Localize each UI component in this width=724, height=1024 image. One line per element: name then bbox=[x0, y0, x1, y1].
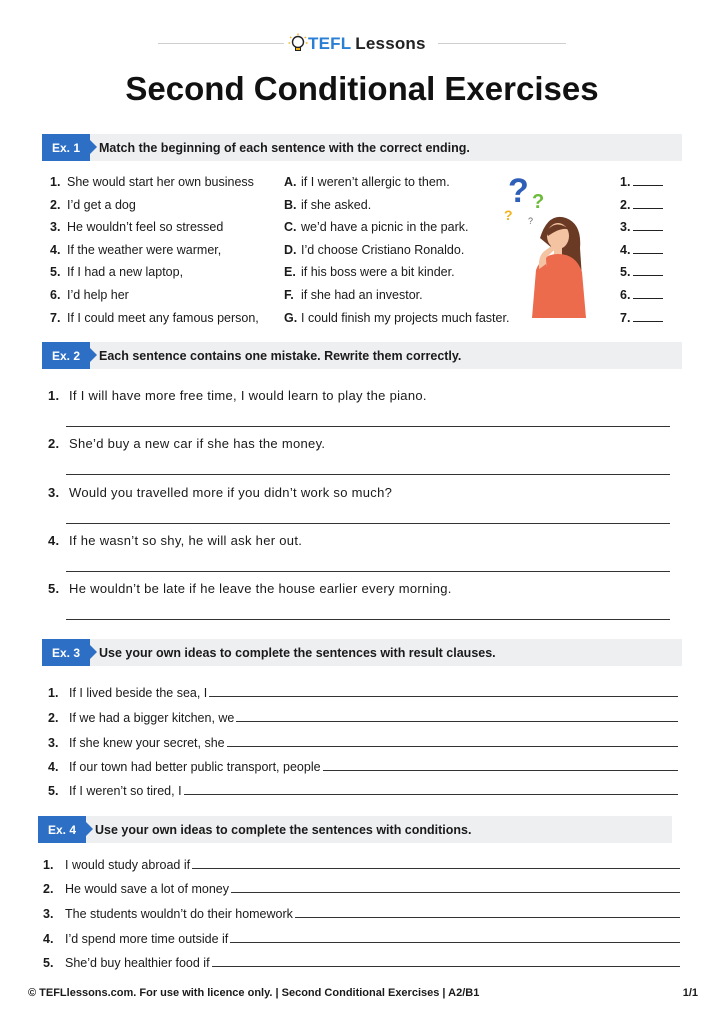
item-number: 5. bbox=[48, 581, 60, 596]
answer-line[interactable] bbox=[66, 474, 670, 475]
rewrite-item bbox=[48, 485, 392, 500]
logo-divider-left bbox=[158, 43, 284, 44]
answer-blank[interactable] bbox=[620, 288, 663, 302]
item-number: 3. bbox=[48, 485, 60, 500]
item-text: If I lived beside the sea, I bbox=[69, 686, 208, 700]
answer-line[interactable] bbox=[323, 759, 678, 771]
logo-tefl: TEFL bbox=[308, 34, 352, 53]
thinking-woman-illustration bbox=[500, 170, 596, 320]
answer-blank[interactable] bbox=[620, 175, 663, 189]
answer-blank[interactable] bbox=[620, 198, 663, 212]
answer-line[interactable] bbox=[209, 685, 678, 697]
answer-line[interactable] bbox=[192, 857, 680, 869]
answer-line[interactable] bbox=[230, 931, 680, 943]
item-letter: G. bbox=[284, 311, 298, 325]
answer-line[interactable] bbox=[66, 426, 670, 427]
item-letter: F. bbox=[284, 288, 294, 302]
item-text: Would you travelled more if you didn’t work so much? bbox=[69, 485, 393, 500]
answer-number: 7. bbox=[620, 311, 631, 325]
rewrite-item bbox=[48, 581, 452, 596]
completion-item bbox=[43, 955, 680, 970]
match-ending-item bbox=[284, 220, 468, 234]
item-text: If I weren’t so tired, I bbox=[69, 784, 182, 798]
match-beginning-item bbox=[50, 175, 254, 189]
completion-item bbox=[48, 759, 678, 774]
item-number: 4. bbox=[43, 932, 54, 946]
item-number: 2. bbox=[48, 711, 59, 725]
item-text: He wouldn’t feel so stressed bbox=[67, 220, 224, 234]
match-beginning-item bbox=[50, 265, 183, 279]
ex4-instruction: Use your own ideas to complete the sentences with conditions. bbox=[95, 822, 472, 837]
item-text: I could finish my projects much faster. bbox=[301, 311, 510, 325]
item-number: 6. bbox=[50, 288, 61, 302]
completion-item bbox=[43, 906, 680, 921]
svg-text:?: ? bbox=[532, 191, 545, 213]
match-ending-item bbox=[284, 175, 450, 189]
logo-divider-right bbox=[438, 43, 566, 44]
svg-text:?: ? bbox=[508, 172, 529, 210]
answer-line[interactable] bbox=[633, 243, 663, 254]
lightbulb-icon bbox=[288, 33, 308, 55]
item-text: if she had an investor. bbox=[301, 288, 423, 302]
answer-blank[interactable] bbox=[620, 265, 663, 279]
footer-text: © TEFLlessons.com. For use with licence only. | Second Conditional Exercises | A2/B1 bbox=[28, 987, 480, 999]
item-number: 2. bbox=[50, 198, 61, 212]
match-ending-item bbox=[284, 288, 423, 302]
item-number: 3. bbox=[48, 736, 59, 750]
answer-line[interactable] bbox=[633, 311, 663, 322]
item-text: She’d buy a new car if she has the money. bbox=[69, 436, 326, 451]
answer-line[interactable] bbox=[633, 175, 663, 186]
rewrite-item bbox=[48, 388, 427, 403]
answer-line[interactable] bbox=[227, 735, 678, 747]
item-number: 2. bbox=[43, 882, 54, 896]
rewrite-item bbox=[48, 533, 302, 548]
answer-line[interactable] bbox=[295, 906, 680, 918]
answer-number: 2. bbox=[620, 198, 631, 212]
item-text: If I will have more free time, I would learn to play the piano. bbox=[69, 388, 427, 403]
item-number: 5. bbox=[50, 265, 61, 279]
ex1-tag: Ex. 1 bbox=[42, 134, 90, 161]
ex2-tag: Ex. 2 bbox=[42, 342, 90, 369]
ex4-header bbox=[38, 816, 672, 843]
match-beginning-item bbox=[50, 220, 223, 234]
answer-number: 5. bbox=[620, 265, 631, 279]
completion-item bbox=[48, 783, 678, 798]
match-ending-item bbox=[284, 198, 371, 212]
item-text: I would study abroad if bbox=[65, 858, 191, 872]
completion-item bbox=[43, 857, 680, 872]
completion-item bbox=[43, 931, 680, 946]
answer-number: 3. bbox=[620, 220, 631, 234]
match-ending-item bbox=[284, 265, 455, 279]
ex3-header bbox=[42, 639, 682, 666]
item-number: 1. bbox=[48, 388, 60, 403]
item-number: 4. bbox=[50, 243, 61, 257]
item-text: She would start her own business bbox=[67, 175, 254, 189]
item-text: If he wasn’t so shy, he will ask her out. bbox=[69, 533, 303, 548]
item-text: If our town had better public transport, people bbox=[69, 760, 321, 774]
match-beginning-item bbox=[50, 243, 221, 257]
svg-text:?: ? bbox=[528, 216, 534, 226]
page-number: 1/1 bbox=[682, 987, 698, 999]
item-number: 5. bbox=[48, 784, 59, 798]
answer-line[interactable] bbox=[633, 198, 663, 209]
match-beginning-item bbox=[50, 198, 136, 212]
answer-line[interactable] bbox=[633, 220, 663, 231]
ex3-instruction: Use your own ideas to complete the sentences with result clauses. bbox=[99, 645, 496, 660]
answer-line[interactable] bbox=[633, 288, 663, 299]
item-number: 3. bbox=[50, 220, 61, 234]
item-text: if I weren’t allergic to them. bbox=[301, 175, 450, 189]
answer-line[interactable] bbox=[231, 881, 680, 893]
item-text: I’d choose Cristiano Ronaldo. bbox=[301, 243, 465, 257]
page-title: Second Conditional Exercises bbox=[125, 70, 599, 107]
item-number: 7. bbox=[50, 311, 61, 325]
item-text: I’d get a dog bbox=[67, 198, 136, 212]
item-text: She’d buy healthier food if bbox=[65, 956, 210, 970]
item-text: if she asked. bbox=[301, 198, 372, 212]
item-text: if his boss were a bit kinder. bbox=[301, 265, 455, 279]
item-number: 1. bbox=[48, 686, 59, 700]
answer-blank[interactable] bbox=[620, 220, 663, 234]
item-text: If the weather were warmer, bbox=[67, 243, 222, 257]
item-letter: E. bbox=[284, 265, 296, 279]
tefl-logo bbox=[288, 31, 426, 57]
completion-item bbox=[43, 881, 680, 896]
item-text: I’d spend more time outside if bbox=[65, 932, 229, 946]
completion-item bbox=[48, 710, 678, 725]
item-number: 1. bbox=[43, 858, 54, 872]
answer-line[interactable] bbox=[212, 955, 680, 967]
item-text: He would save a lot of money bbox=[65, 882, 229, 896]
completion-item bbox=[48, 735, 678, 750]
ex4-tag: Ex. 4 bbox=[38, 816, 86, 843]
answer-line[interactable] bbox=[236, 710, 678, 722]
answer-line[interactable] bbox=[184, 783, 678, 795]
item-letter: B. bbox=[284, 198, 297, 212]
answer-blank[interactable] bbox=[620, 243, 663, 257]
svg-text:?: ? bbox=[504, 207, 513, 223]
match-beginning-item bbox=[50, 311, 259, 325]
logo-lessons: Lessons bbox=[355, 34, 426, 53]
answer-line[interactable] bbox=[66, 619, 670, 620]
item-text: The students wouldn’t do their homework bbox=[65, 907, 293, 921]
match-ending-item bbox=[284, 311, 509, 325]
answer-line[interactable] bbox=[66, 523, 670, 524]
answer-number: 6. bbox=[620, 288, 631, 302]
item-number: 2. bbox=[48, 436, 60, 451]
item-number: 4. bbox=[48, 533, 60, 548]
match-ending-item bbox=[284, 243, 464, 257]
item-number: 1. bbox=[50, 175, 61, 189]
item-number: 4. bbox=[48, 760, 59, 774]
ex2-instruction: Each sentence contains one mistake. Rewrite them correctly. bbox=[99, 348, 462, 363]
item-text: we’d have a picnic in the park. bbox=[301, 220, 469, 234]
ex2-header bbox=[42, 342, 682, 369]
rewrite-item bbox=[48, 436, 325, 451]
ex1-instruction: Match the beginning of each sentence with the correct ending. bbox=[99, 140, 470, 155]
item-text: If she knew your secret, she bbox=[69, 736, 225, 750]
item-letter: D. bbox=[284, 243, 297, 257]
item-text: He wouldn’t be late if he leave the house earlier every morning. bbox=[69, 581, 452, 596]
item-text: If we had a bigger kitchen, we bbox=[69, 711, 235, 725]
item-number: 3. bbox=[43, 907, 54, 921]
item-letter: A. bbox=[284, 175, 297, 189]
answer-number: 1. bbox=[620, 175, 631, 189]
answer-blank[interactable] bbox=[620, 311, 663, 325]
answer-number: 4. bbox=[620, 243, 631, 257]
ex3-tag: Ex. 3 bbox=[42, 639, 90, 666]
ex1-header bbox=[42, 134, 682, 161]
item-text: I’d help her bbox=[67, 288, 129, 302]
item-letter: C. bbox=[284, 220, 297, 234]
item-text: If I could meet any famous person, bbox=[67, 311, 259, 325]
completion-item bbox=[48, 685, 678, 700]
item-number: 5. bbox=[43, 956, 54, 970]
item-text: If I had a new laptop, bbox=[67, 265, 184, 279]
answer-line[interactable] bbox=[633, 265, 663, 276]
answer-line[interactable] bbox=[66, 571, 670, 572]
match-beginning-item bbox=[50, 288, 129, 302]
